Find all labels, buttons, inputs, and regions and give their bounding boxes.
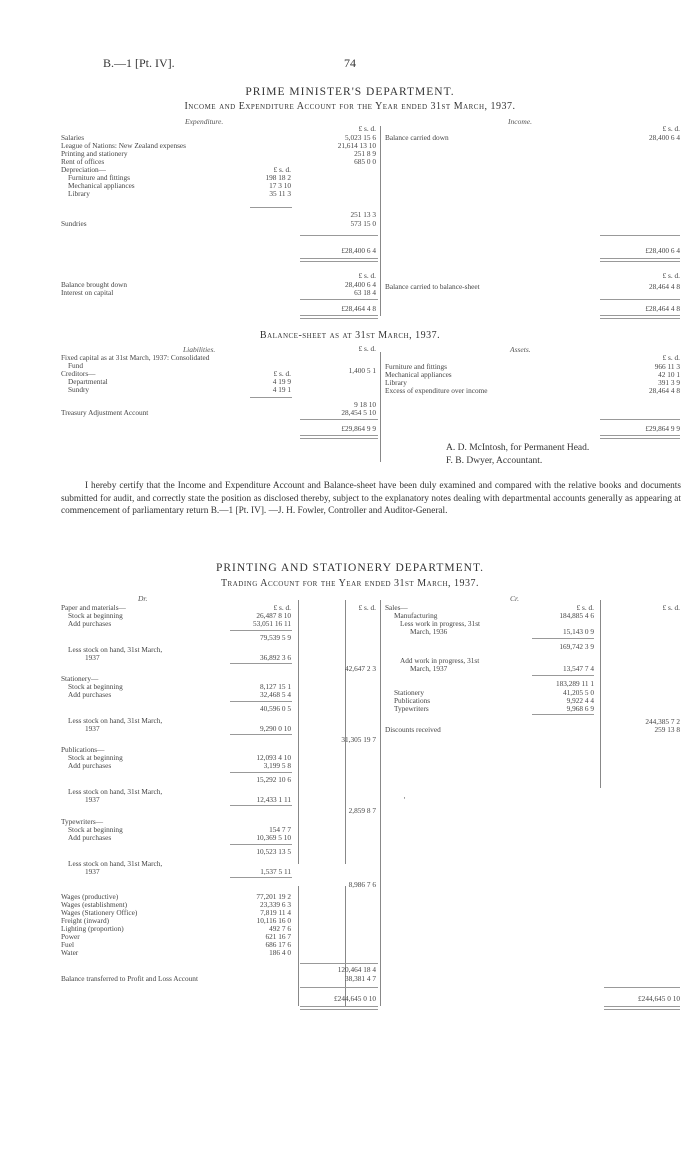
ps-type-less-year: 1937 [85, 867, 100, 876]
ps-balance-pl-value: 38,381 4 7 [344, 974, 376, 983]
bs-asset-mechanical: Mechanical appliances [385, 370, 452, 379]
ps-wages-productive-value: 77,201 19 2 [256, 892, 291, 901]
ps-type-stock-value: 154 7 7 [269, 825, 291, 834]
ps-sales-typewriters: Typewriters [394, 704, 429, 713]
ps-stray-mark: · [403, 793, 406, 803]
pm-balance-brought-value: 28,400 6 4 [344, 280, 376, 289]
ps-sales-total: 244,385 7 2 [645, 717, 680, 726]
ps-power-value: 621 16 7 [265, 932, 291, 941]
ps-discounts-value: 259 13 8 [654, 725, 680, 734]
bs-asset-library: Library [385, 378, 407, 387]
pm-salaries-value: 5,023 15 6 [344, 133, 376, 142]
pm-interest: Interest on capital [61, 288, 114, 297]
ps-cr-lsd-inner: £ s. d. [576, 603, 594, 612]
ps-pub-less-year: 1937 [85, 795, 100, 804]
ps-wages-establishment: Wages (establishment) [61, 900, 128, 909]
page-number: 74 [344, 56, 356, 70]
ps-fuel-value: 686 17 6 [265, 940, 291, 949]
ps-type-add-value: 10,369 5 10 [256, 833, 291, 842]
pm-dep-total: 251 13 3 [350, 210, 376, 219]
pm-library-value: 35 11 3 [269, 189, 291, 198]
audit-certificate: I hereby certify that the Income and Expenditure Account and Balance-sheet have been duly examined and compared with the relative books and documents submitted for audit, and correctly state the position as disclosed thereby, subject to the explanatory notes dealing with departmental accounts generally as appearing at commencement of parliamentary return B.—1 [Pt. IV]. —J. H. Fowler, Controller and Auditor-General. [61, 481, 681, 516]
ps-dr-label: Dr. [138, 594, 148, 603]
ps-water: Water [61, 948, 79, 957]
ps-sales-publications-value: 9,922 4 4 [566, 696, 594, 705]
bs-asset-excess-value: 28,464 4 8 [648, 386, 680, 395]
ps-stat-stock-value: 8,127 15 1 [259, 682, 291, 691]
ps-stat-stock: Stock at beginning [68, 682, 123, 691]
pm-furniture-value: 198 18 2 [265, 173, 291, 182]
ps-stat-add: Add purchases [68, 690, 112, 699]
bs-assets-label: Assets. [510, 345, 531, 354]
pm-sundries-value: 573 15 0 [350, 219, 376, 228]
pm-subtitle: Income and Expenditure Account for the Year ended 31st March, 1937. [184, 101, 516, 112]
ps-less-wip-value: 15,143 0 9 [562, 627, 594, 636]
ps-type-less: Less stock on hand, 31st March, [68, 859, 163, 868]
ps-less-wip: Less work in progress, 31st [400, 619, 481, 628]
ps-add-wip-date: March, 1937 [410, 664, 448, 673]
ps-cr-total: £244,645 0 10 [638, 994, 680, 1003]
ps-stationery: Stationery— [61, 674, 99, 683]
pm-league-value: 21,614 13 10 [337, 141, 376, 150]
bs-treasury: Treasury Adjustment Account [61, 408, 149, 417]
page-reference: B.—1 [Pt. IV]. [103, 56, 175, 70]
pm-balance-down: Balance carried down [385, 133, 449, 142]
bs-asset-total: £29,864 9 9 [645, 424, 680, 433]
ps-add-wip-value: 13,547 7 4 [562, 664, 594, 673]
ps-type-add: Add purchases [68, 833, 112, 842]
bs-asset-excess: Excess of expenditure over income [385, 386, 488, 395]
ps-freight: Freight (inward) [61, 916, 110, 925]
ps-cr-label: Cr. [510, 594, 519, 603]
ps-less-wip-date: March, 1936 [410, 627, 448, 636]
signature-permanent-head: A. D. McIntosh, for Permanent Head. [446, 443, 590, 453]
pm-balance-brought: Balance brought down [61, 280, 128, 289]
ps-wages-stationery-value: 7,819 11 4 [260, 908, 291, 917]
ps-wages-establishment-value: 23,339 6 3 [259, 900, 291, 909]
bs-creditors-total: 9 18 10 [354, 400, 376, 409]
pm-lsd2: £ s. d. [358, 271, 376, 280]
ps-paper: Paper and materials— [61, 603, 126, 612]
pm-col-lsd-right: £ s. d. [662, 124, 680, 133]
pm-balance-sheet: Balance carried to balance-sheet [385, 282, 480, 291]
ps-lighting: Lighting (proportion) [61, 924, 124, 933]
ps-pub-sum: 15,292 10 6 [256, 775, 291, 784]
ps-type-net: 8,986 7 6 [348, 880, 376, 889]
pm-printing-value: 251 8 9 [354, 149, 376, 158]
bs-departmental-value: 4 19 9 [272, 377, 291, 386]
ps-stat-less-year: 1937 [85, 724, 100, 733]
ps-stat-less-value: 9,290 0 10 [259, 724, 291, 733]
ps-wages-stationery: Wages (Stationery Office) [61, 908, 138, 917]
ps-power: Power [61, 932, 80, 941]
pm-dep-lsd: £ s. d. [273, 165, 291, 174]
ps-paper-less-year: 1937 [85, 653, 100, 662]
bs-sundry-value: 4 19 1 [272, 385, 291, 394]
pm-interest-value: 63 18 4 [354, 288, 376, 297]
pm-total2-right: £28,464 4 8 [645, 304, 680, 313]
ps-type-less-value: 1,537 5 11 [260, 867, 291, 876]
ps-fuel: Fuel [61, 940, 74, 949]
bs-fixed-capital: Fixed capital as at 31st March, 1937: Consolidated [61, 353, 210, 362]
ps-stat-net: 31,305 19 7 [341, 735, 376, 744]
bs-title: Balance-sheet as at 31st March, 1937. [259, 330, 441, 341]
bs-fixed-value: 1,400 5 1 [348, 366, 376, 375]
pm-balance-down-value: 28,400 6 4 [648, 133, 680, 142]
ps-sub-total: 120,464 18 4 [337, 965, 376, 974]
bs-lsd-right: £ s. d. [662, 353, 680, 362]
ps-pub-less: Less stock on hand, 31st March, [68, 787, 163, 796]
pm-title: PRIME MINISTER'S DEPARTMENT. [245, 86, 455, 98]
ps-lsd-outer: £ s. d. [358, 603, 376, 612]
ps-sales-sum2: 183,289 11 1 [555, 679, 594, 688]
bs-fixed-fund: Fund [68, 361, 84, 370]
pm-salaries: Salaries [61, 133, 85, 142]
bs-creditors: Creditors— [61, 369, 96, 378]
pm-league: League of Nations: New Zealand expenses [61, 141, 187, 150]
pm-mechanical: Mechanical appliances [68, 181, 135, 190]
pm-furniture: Furniture and fittings [68, 173, 131, 182]
ps-type-sum: 10,523 13 5 [256, 847, 291, 856]
bs-asset-furniture: Furniture and fittings [385, 362, 448, 371]
pm-lsd2-right: £ s. d. [662, 271, 680, 280]
ps-lighting-value: 492 7 6 [269, 924, 291, 933]
ps-balance-pl: Balance transferred to Profit and Loss Account [61, 974, 198, 983]
bs-total: £29,864 9 9 [341, 424, 376, 433]
ps-paper-add: Add purchases [68, 619, 112, 628]
ps-discounts: Discounts received [385, 725, 441, 734]
ps-paper-stock: Stock at beginning [68, 611, 123, 620]
bs-asset-furniture-value: 966 11 3 [654, 362, 680, 371]
ps-freight-value: 10,116 16 0 [256, 916, 291, 925]
ps-sales: Sales— [385, 603, 408, 612]
pm-sundries: Sundries [61, 219, 87, 228]
pm-total: £28,400 6 4 [341, 246, 376, 255]
pm-mechanical-value: 17 3 10 [269, 181, 291, 190]
ps-pub-add: Add purchases [68, 761, 112, 770]
ps-paper-net: 42,647 2 3 [344, 664, 376, 673]
bs-asset-mechanical-value: 42 10 1 [658, 370, 680, 379]
ps-typewriters: Typewriters— [61, 817, 104, 826]
ps-water-value: 186 4 0 [269, 948, 291, 957]
ps-manufacturing: Manufacturing [394, 611, 438, 620]
ps-cr-lsd-outer: £ s. d. [662, 603, 680, 612]
ps-sales-stationery: Stationery [394, 688, 424, 697]
ps-stat-less: Less stock on hand, 31st March, [68, 716, 163, 725]
bs-departmental: Departmental [68, 377, 108, 386]
bs-lsd: £ s. d. [358, 344, 376, 353]
ps-sales-publications: Publications [394, 696, 431, 705]
ps-wages-productive: Wages (productive) [61, 892, 119, 901]
ps-pub-net: 2,859 8 7 [348, 806, 376, 815]
bs-treasury-value: 28,454 5 10 [341, 408, 376, 417]
ps-pub-add-value: 3,199 5 8 [263, 761, 291, 770]
bs-asset-library-value: 391 3 9 [658, 378, 680, 387]
pm-printing: Printing and stationery [61, 149, 128, 158]
ps-sales-sum1: 169,742 3 9 [559, 642, 594, 651]
bs-sundry: Sundry [68, 385, 90, 394]
ps-manufacturing-value: 184,885 4 6 [559, 611, 594, 620]
ps-add-wip: Add work in progress, 31st [400, 656, 480, 665]
bs-creditors-lsd: £ s. d. [273, 369, 291, 378]
ps-title: PRINTING AND STATIONERY DEPARTMENT. [215, 562, 485, 574]
ps-paper-sum: 79,539 5 9 [259, 633, 291, 642]
signature-accountant: F. B. Dwyer, Accountant. [446, 456, 543, 466]
ps-paper-add-value: 53,051 16 11 [252, 619, 291, 628]
ps-sales-typewriters-value: 9,968 6 9 [566, 704, 594, 713]
pm-rent-value: 685 0 0 [354, 157, 376, 166]
ps-paper-less-value: 36,892 3 6 [259, 653, 291, 662]
ps-pub-stock-value: 12,093 4 10 [256, 753, 291, 762]
bs-liabilities-label: Liabilities. [183, 345, 216, 354]
pm-income-label: Income. [508, 117, 532, 126]
ps-subtitle: Trading Account for the Year ended 31st March, 1937. [220, 578, 480, 589]
pm-col-lsd: £ s. d. [358, 124, 376, 133]
pm-balance-sheet-value: 28,464 4 8 [648, 282, 680, 291]
ps-stat-add-value: 32,468 5 4 [259, 690, 291, 699]
ps-pub-stock: Stock at beginning [68, 753, 123, 762]
ps-pub-less-value: 12,433 1 11 [256, 795, 291, 804]
ps-paper-stock-value: 26,487 8 10 [256, 611, 291, 620]
ps-total: £244,645 0 10 [334, 994, 376, 1003]
pm-rent: Rent of offices [61, 157, 105, 166]
ps-sales-stationery-value: 41,205 5 0 [562, 688, 594, 697]
pm-total2: £28,464 4 8 [341, 304, 376, 313]
ps-publications: Publications— [61, 745, 105, 754]
ps-stat-sum: 40,596 0 5 [259, 704, 291, 713]
pm-expenditure-label: Expenditure. [185, 117, 224, 126]
pm-library: Library [68, 189, 90, 198]
ps-type-stock: Stock at beginning [68, 825, 123, 834]
ps-paper-less: Less stock on hand, 31st March, [68, 645, 163, 654]
pm-depreciation: Depreciation— [61, 165, 106, 174]
pm-income-total: £28,400 6 4 [645, 246, 680, 255]
ps-lsd-inner: £ s. d. [273, 603, 291, 612]
